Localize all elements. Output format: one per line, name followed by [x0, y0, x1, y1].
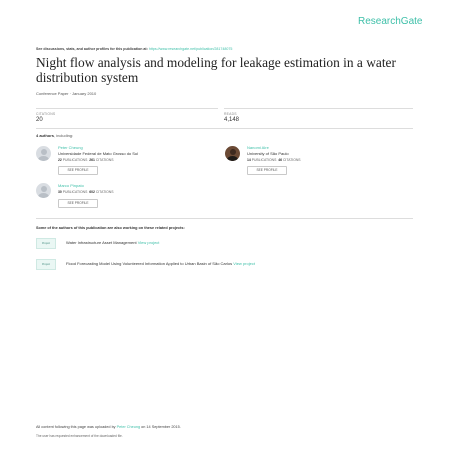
author-institution: Universidade Federal de Mato Grosso do Sul [58, 151, 139, 156]
publication-type: Conference Paper · January 2010 [36, 91, 97, 96]
author-stats: 22 PUBLICATIONS 261 CITATIONS [58, 157, 114, 162]
project-title: Water Infrastructure Asset Management [66, 240, 137, 245]
project-title: Flood Forecasting Model Using Volunteered Information Applied to Urban Basin of São Carlos [66, 261, 233, 266]
uploader-link[interactable]: Peter Cheung [116, 425, 141, 429]
divider [36, 128, 413, 129]
reads-count: 4,148 [224, 117, 240, 123]
citations-count: 20 [36, 117, 43, 123]
project-icon: Project [36, 238, 56, 249]
divider [224, 108, 413, 109]
project-item [66, 261, 255, 266]
authors-suffix: , including: [54, 133, 74, 138]
see-profile-button[interactable]: SEE PROFILE [58, 166, 98, 175]
divider [36, 218, 413, 219]
project-icon: Project [36, 259, 56, 270]
author-name[interactable]: Nanomi Alre [247, 145, 269, 150]
divider [36, 108, 218, 109]
project-item [66, 240, 159, 245]
enhancement-note: The user has requested enhancement of the downloaded file. [36, 434, 123, 438]
authors-count: 4 authors [36, 133, 55, 138]
researchgate-logo[interactable]: ResearchGate [358, 16, 423, 27]
see-profile-button[interactable]: SEE PROFILE [247, 166, 287, 175]
publication-link[interactable]: https://www.researchgate.net/publication/281748075 [148, 47, 233, 51]
paper-title: Night flow analysis and modeling for leakage estimation in a water distribution system [36, 55, 396, 85]
author-name[interactable]: Marco Pinpato [58, 182, 84, 188]
authors-heading [36, 133, 73, 138]
author-stats: 30 PUBLICATIONS 602 CITATIONS [58, 190, 114, 194]
avatar-icon[interactable] [36, 146, 51, 161]
view-project-link[interactable]: View project [233, 261, 255, 266]
disclaimer [36, 47, 232, 51]
avatar-icon[interactable] [225, 146, 240, 161]
author-name[interactable]: Peter Cheung [58, 145, 83, 150]
avatar-icon[interactable] [36, 183, 51, 198]
upload-info: All content following this page was uploaded by Peter Cheung on 14 September 2015. [36, 425, 181, 429]
author-institution: University of São Paulo [247, 151, 289, 156]
reads-label: READS [224, 112, 237, 116]
view-project-link[interactable]: View project [137, 240, 160, 245]
see-profile-button[interactable]: SEE PROFILE [58, 199, 98, 208]
citations-label: CITATIONS [36, 112, 56, 116]
author-stats: 14 PUBLICATIONS 46 CITATIONS [247, 157, 301, 162]
related-projects-heading: Some of the authors of this publication are also working on these related projects: [36, 226, 185, 230]
disclaimer-text: See discussions, stats, and author profiles for this publication at: [36, 47, 148, 51]
